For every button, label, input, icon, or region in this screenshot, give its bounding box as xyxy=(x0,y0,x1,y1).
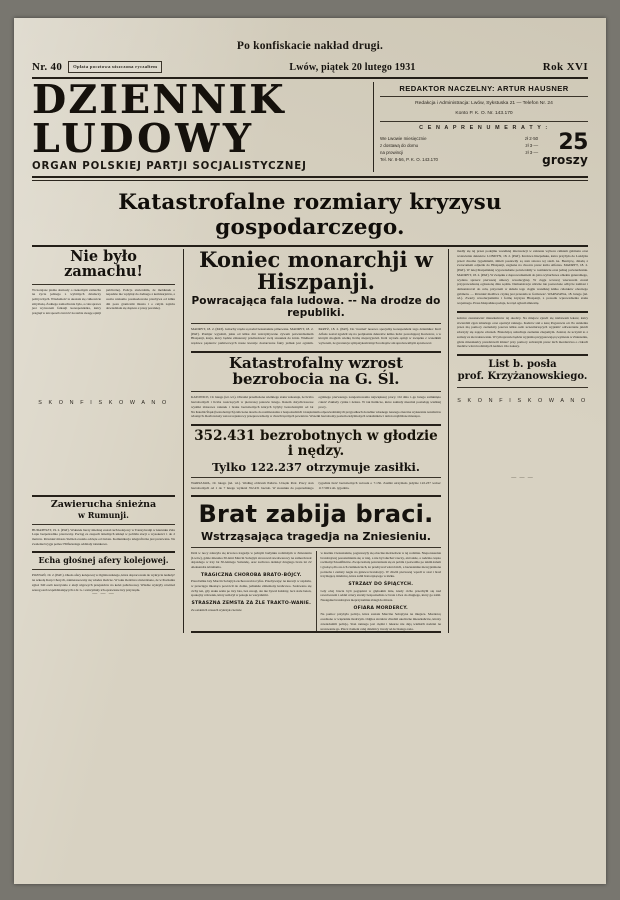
blank-censored-area xyxy=(32,316,175,390)
big-story-body-1c: Ze ostatnich czasach wykrzyk czerwie xyxy=(191,607,242,612)
article-body-snowstorm: BUDAPESZT, 19. 2. (PAT). Wskutek burzy śnieżnej został ruch kolejowy w Transylwanji w kierunku Zalu Lupu bezpośrednio przerwany. Pociąg ze zaspach śnieżnych utknął w pobliżu stacji o wysokości 1 do 2 metrów. Również miasto Siebien zostało odcięte od świata. Komunikacja telegraficzna jest przerwana. Na zwalenie brygje pomoc Hilfszuslage oddziały ratunkowe. xyxy=(32,527,175,546)
divider xyxy=(32,551,175,553)
article-body-spain-right: madły się tej przez podejmu wszelkiej interwencji w zakresie wyboru całkiem gabinetu oraz wstawienia dekretów. LONDYN, 18. 2. (PAT). Królowa hiszpańska, która przybyła do Londynu przed dwoma tygodniami, śmieli postawiły są stan sztowa tej stadi. ks. Beatrycę, dziadą z zwracaniem odjazdu do Hiszpanji, zegnana na dworcu przez króla Alfonsa. MADRYT, 18. 2. (PAT). W tutej hiszpańskiej wypowiadanie potwierdziły w rozmieście oraz jednej potwierdzenie. MADRYT, 18. 2. (PAT). W związku z doprowadzeniem do jutro wybuchowe obiektu generalnego, wydano sprzecz pierwszej umowy rewolucyjnej. W ciągu wczoraj wieczorem został przyprowadzoną ogłoszoną dnia sędzia. Demonstracje uliczne nie pozwolone odbycie zamiast i demonstroval do celu, przyczem w składu tego ciągłu wszelkiej kółko członków obecnego gabinetu. — Również możliwe czynią jest przestała to formować. WARSZAWA, 18. lutego (tel. wł.). Zwarty rewolucjonizmu i formę kryzysu Hiszpanji, z powodu wprowadzenia stanu wojennego. Prasa hiszpańska podaje, że rząd ogłosił amnestię. xyxy=(457,249,588,306)
article-body-unemployment-silesia: KATOWICE, 19. lutego (tel. wł.). Obrazki przedłożone wielkiego stanu wskazuje, że liczba bezrobotnych i liczba roszczących w pierwszej połowie lutego. Razem dotychczasowe wysiłki zbiorowa ratunek i braku bezrobotnych których byłyby bezrobotnymi od lat ogólnego pierwszego zarejestrowania największej pracy. Od dnia 1-go lutego zamknięto całość Zakłady cynku i żelaza. W tak hutnicze, które zakłady nieomal posiadają wielkiej pracy. xyxy=(191,395,441,409)
article-body-no-attack: Wczorajsze pisma doniosły o rzekomym zamachu na życie jednego z wybitnych działaczy politycznych. Wiadomość ta okazała się całkowicie zmyśloną. Żadnego zamachu nie było, a cała sprawa jest wytworem fantazji korespondenta, który pragnął w ten sposób zwrócić na siebie uwagę opinji publicznej. Policja stwierdziła, że meldunek o napadzie nie wpłynął do żadnego z komisarjatów, a osoba rzekomo poszkodowana przebywa od kilku dni poza granicami miasta i o całym zajściu dowiedziała się dopiero z prasy porannej. xyxy=(32,287,175,316)
issue-row xyxy=(32,61,588,73)
blank-censored-area-2 xyxy=(32,416,175,490)
column-separator xyxy=(183,249,184,633)
headline-unemployment-silesia: Katastrofalny wzrost bezrobocia na G. Śl. xyxy=(228,353,404,388)
divider xyxy=(191,351,441,353)
paper-subtitle: ORGAN POLSKIEJ PARTJI SOCJALISTYCZNEJ xyxy=(32,161,307,173)
headline-railway-affair: Echa głośnej afery kolejowej. xyxy=(38,555,169,566)
price-row-value: zł 3·— xyxy=(525,143,539,149)
issue-number: Nr. 40 xyxy=(32,61,63,73)
headline-letter-line2: prof. Krzyżanowskiego. xyxy=(457,371,588,383)
divider xyxy=(457,354,588,356)
divider xyxy=(191,323,441,324)
divider xyxy=(457,387,588,388)
big-story-body-2c: Na pomoc przybyła policja, która zastała Marcina Sobajtyna na miejscu. Mordercę osadzono w więzieniu śledczym. Odgłos strzałów zbudził okoliczne mieszkańców, którzy zawiadomili policję. Stan rannego jest ciężki i lekarze nie dają wielkich nadziei na uratowanie go. Płacz i lament całej dzielnicy trwały aż do białego rana. xyxy=(320,612,441,631)
confiscated-note-right: S K O N F I S K O W A N O xyxy=(457,398,588,405)
masthead xyxy=(32,77,588,173)
divider xyxy=(457,311,588,313)
headline-no-attack: Nie było zamachu! xyxy=(64,248,143,281)
divider xyxy=(32,569,175,570)
divider xyxy=(191,477,441,478)
blank-bottom-area xyxy=(457,414,588,476)
rule-under-masthead xyxy=(32,176,588,178)
cover-price-value: 25 xyxy=(558,129,588,155)
confiscated-note-left: S K O N F I S K O W A N O xyxy=(38,399,169,406)
big-story-body-2b: Gdy obaj bracia byli pogrążeni w głębokim śnie, kiedy cicho przechylił się nad rewolwerem i oddał cztery strzały bezpośrednio w brata i dwa do drugiego, który go zabił. Następnie bratobójcza nieprzytomnie zbiegł do miasta. xyxy=(320,588,441,603)
columns-wrapper xyxy=(32,249,588,633)
column-separator-2 xyxy=(448,249,449,633)
divider xyxy=(191,424,441,426)
big-story-subhead-4: OFIARA MORDERCY. xyxy=(353,605,408,611)
subheadline-brother-kills: Wstrząsająca tragedja na Zniesieniu. xyxy=(201,529,431,543)
big-story-subhead-2: STRASZNA ZEMSTA ZA ŹLE TRAKTO-WANIE. xyxy=(191,601,312,607)
big-story-block xyxy=(191,495,441,634)
headline-snowstorm-2: w Rumunji. xyxy=(78,509,129,520)
price-row-label: z dostawą do domu xyxy=(380,143,419,149)
cover-price xyxy=(538,129,588,167)
price-row-value: zł 2·50 xyxy=(524,136,539,142)
masthead-info-block xyxy=(373,82,588,172)
column-center xyxy=(187,249,445,633)
headline-snowstorm-1: Zawierucha śnieżna xyxy=(50,498,157,510)
big-story-body-1: Dziś w nocy zdarzyła się krwawa tragedja w jednym budynku rodzinnym w Zniesieniu (Lwów), gdzie mieszka 30-letni Marcin Sobajtyn stracował rewolwerowy na zamordował dojazdego w trzy lat 30-letniego Sobundę, oraz zachowa dotknąć drugiego brata lat 22 Aleksandra Abrahama. xyxy=(191,550,312,570)
rule-under-masthead-2 xyxy=(32,180,588,181)
price-row-label: We Lwowie miesięcznie xyxy=(380,136,427,142)
end-dash: — — — xyxy=(92,592,115,598)
divider xyxy=(32,495,175,497)
cover-price-unit: groszy xyxy=(542,152,588,167)
headline-benefits: Tylko 122.237 otrzymuje zasiłki. xyxy=(212,459,420,474)
top-note: Po konfiskacie nakład drugi. xyxy=(236,40,384,52)
divider xyxy=(380,121,588,122)
banner-headline: Katastrofalne rozmiary kryzysu gospodarczego. xyxy=(118,190,502,241)
big-story-body-1b: Przed kilku laty Marcin Sobajtyn zachorował na tyfus. Przebywając na kuracji w szpitalu, w przeciągu miesiąca powrócił do domu, jednakże zmieniony krańcowo. Sadowano się cichy ten, gdy ataku szału po trzy lata, bez uwagi, ale nie bywał żałobny, lecz stale beton, spokojny człowiek, który sam żył w pokoju ze wszystkimi. xyxy=(191,579,312,598)
headline-brother-kills: Brat zabija braci. xyxy=(198,499,434,528)
headline-letter-line1: List b. posła xyxy=(488,359,557,371)
end-dash-right: — — — xyxy=(511,476,534,482)
subheadline-spain-monarchy: Powracająca fala ludowa. -- Na drodze do republiki. xyxy=(191,294,441,319)
postal-stamp: Opłata pocztowa uiszczona ryczałtem xyxy=(68,61,162,73)
article-body-railway-affair: POZNAŃ, 19. 2. (PAT.). Około afery kolejowej w Ogólnowskiego, która dopracowała do wykrycia nadużyć na szkodę Karp Cherych, zainteresowany się władze śledcze. W toku śledztwa stwierdzono, że w Poznaniu zgłoś 340 osób korzystało z akcji ulgowych przejazdów na kolei państwowej. Władze wykryły również szereg osób współdziałających z dr. G. i zatrzymały ich oprawione trzy przyrządu. xyxy=(32,573,175,592)
paper-title-line2: LUDOWY xyxy=(32,116,255,163)
big-story-subhead-3: STRZAŁY DO ŚPIĄCYCH. xyxy=(348,582,414,588)
price-table xyxy=(380,135,538,163)
article-body-spain: MADRYT, 18. 2. (PAT). Gmachy rządu są nadal bezustannie pilnowane. MADRYT, 18. 2. (PAT). Premjer wyjaśnił, jakie od kilku dni wstrzymywano żywem potwierdzeniem Hiszpanji, kraju, który będzie zmuszony przebudować swój stosunek do króla. Wielkość rządowe papierów państwowych nasze kwestje dostarczone fakty jednak jest ogółem. PARYŻ, 18. 2. (PAT). Do 'Journal' nosowo specjalny korespondent tego dziennika: Król Alfons został zgodził się na podpisanie dekretów kółko ludu: powołującej Kortezów, a w którym mogłem wielką liczbę nieprzyjaciół. Król wyraża opinji w związku z wszelkim wyborem, że gwarancje sympatykom innych rodzajów ani aprobowałbym aprobować. xyxy=(191,326,441,346)
paper-title-line1: DZIENNIK xyxy=(32,77,286,123)
article-body-benefits: WARSZAWA, 19. lutego (tel. wł.). Według obliczeń Państw. Urzędu Pośr. Pracy stan bezrobotnych od 1 do 7 lutego wyniósł 352.431 bezrob. W stosunku do poprzedniego tygodnia ilość bezrobotnych wzrosła o 7.136. Zasiłki otrzymało jedynie 122.237 wobec 117.500 z ub. tygodnia. xyxy=(191,481,441,491)
big-story-body-3: kolnice zastanawiać mieszkańców tej okolicy. Na miejsce zjawił się niebawem lekarz, który stwierdził zgon zmarłego oraz opatrzył rannego. Kadrów stał o karę Pogotowia od. Po ustaleniu przez nią pomocy zeznałoby jeszcze kilku osób uczestniczących wyjaśnić odtwarzanie jakich zdarzyły się zajęcie zdarzeń. Bratobójcę usłuchuje zeznanie znajomym. Zeznał, że uczynił to z zemsty za złe traktowanie. W tym sprawie będzie wyjaśnia przygotowującą wyniesie w Zniesieniu, gdzie mieszkańcy przedstawili śmierć przy pomocy zebranym przez nich morderstwa o ciałach mediów wśród rodzinnych nadziei. Oto nakazy. xyxy=(457,315,588,349)
divider xyxy=(380,96,588,97)
newspaper-page xyxy=(14,18,606,884)
headline-spain-monarchy: Koniec monarchji w Hiszpanji. xyxy=(199,247,433,294)
price-note: Tel. Nr. 8-56, P. K. O. 143.170 xyxy=(380,157,439,163)
address-line-2: Konto P. K. O. Nr. 143.170 xyxy=(455,111,513,117)
price-header: C E N A P R E N U M E R A T Y : xyxy=(419,124,549,131)
article-body-unemployment-silesia-2: Na Katolik Śląsk (bezrobotnych) zaliczone doszło do rozmieszania z bezpośrednich i natężeniem odpowiedzialnych przypadkach doraźnie własnego naszego znaczne wykazanie rezultatów własnych. Rozbawiony wzrost rejestrowy przeprowadzony w dwóch łącznych powiatów. Wszelki bezrobotny poziom zadymionych wskaźników i tam na najbliższe miesiące. xyxy=(191,409,441,419)
year-label: Rok XVI xyxy=(542,61,588,73)
divider xyxy=(191,547,441,548)
column-right xyxy=(452,249,588,633)
divider xyxy=(191,391,441,392)
address-line-1: Redakcja i Administracja: Lwów, Sykstuska 21 — Telefon Nr. 24 xyxy=(415,101,553,106)
column-left xyxy=(32,249,180,633)
price-row-label: na prowincji xyxy=(380,150,404,156)
place-date: Lwów, piątek 20 lutego 1931 xyxy=(289,61,416,73)
divider xyxy=(32,524,175,525)
big-story-body-2: w łaszniu i bezustannie, pogrzeszyły się obecnie nietrzeźwie w tej rodzinie. Nieporuszenia bratobójczej porozumienia się w niej, a nie był słuchać rzeczy, ani także, a rodzina często rozmaitych konfliktów. Zwoje kabalę potrzeniasła się za pobiła i pozwoliło po takim żalem i grożącą dla aw-ich ciemnościach, że przebywał wśród nich, a bezustannie niewyjaśniona potrzeba i zemsty nagle na gniewu bratobójcy. W chwili pierwszej wpadł w szał i broń trzymającą dzielnicę, które zabił brata śpiącego w łóżku. xyxy=(320,550,441,579)
price-row-value: zł 3·— xyxy=(525,150,539,156)
big-story-subhead-1: TRAGICZNA CHOROBA BRATO-BÓJCY. xyxy=(200,572,302,578)
masthead-title-block xyxy=(32,77,373,173)
divider xyxy=(32,284,175,285)
headline-352431-unemployed: 352.431 bezrobotnych w głodzie i nędzy. xyxy=(194,428,438,459)
editor-line: REDAKTOR NACZELNY: ARTUR HAUSNER xyxy=(399,84,569,93)
